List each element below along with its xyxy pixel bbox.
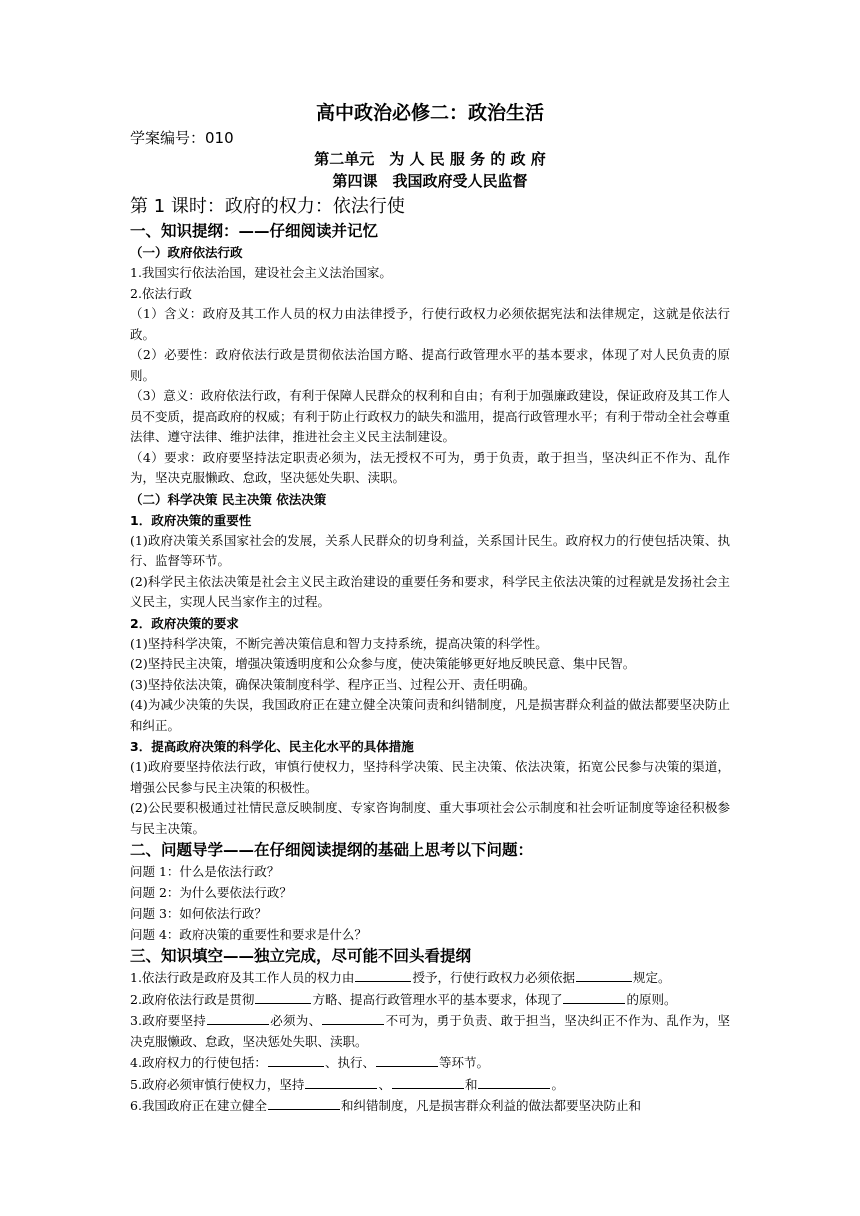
paragraph: (1)坚持科学决策，不断完善决策信息和智力支持系统，提高决策的科学性。 — [130, 635, 548, 651]
fill-item — [130, 1052, 730, 1074]
blank[interactable] — [478, 1074, 550, 1089]
text: 不可为，勇于负责、敢于担当，坚决纠正不作为、乱作为，坚决克服懒政、怠政，坚决惩处失职、渎职。 — [130, 1013, 730, 1049]
paragraph: (2)科学民主依法决策是社会主义民主政治建设的重要任务和要求，科学民主依法决策的过程就是发扬社会主义民主，实现人民当家作主的过程。 — [130, 573, 730, 609]
blank[interactable] — [255, 989, 311, 1004]
blank[interactable] — [322, 1010, 384, 1025]
paragraph: 1.我国实行依法治国，建设社会主义法治国家。 — [130, 265, 392, 280]
fill-item — [130, 1074, 730, 1096]
doc-title: 高中政治必修二：政治生活 — [315, 102, 544, 124]
fill-item — [130, 1095, 730, 1117]
paragraph: (1)政府要坚持依法行政，审慎行使权力，坚持科学决策、民主决策、依法决策，拓宽公民参与决策的渠道，增强公民参与民主决策的积极性。 — [130, 759, 730, 795]
period-title: 第 1 课时：政府的权力：依法行使 — [130, 196, 405, 217]
lesson-title: 第四课 我国政府受人民监督 — [332, 172, 528, 190]
blank[interactable] — [563, 989, 625, 1004]
paragraph: （3）意义：政府依法行政，有利于保障人民群众的权利和自由；有利于加强廉政建设，保证政府及其工作人员不变质，提高政府的权威；有利于防止行政权力的缺失和滥用，提高行政管理水平；有利于带动全社会尊重法律、遵守法律、维护法律，推进社会主义民主法制建设。 — [130, 388, 731, 444]
paragraph: (3)坚持依法决策，确保决策制度科学、程序正当、过程公开、责任明确。 — [130, 676, 536, 692]
blank[interactable] — [207, 1010, 269, 1025]
question: 问题 4：政府决策的重要性和要求是什么？ — [130, 927, 367, 942]
question: 问题 2：为什么要依法行政？ — [130, 885, 292, 900]
paragraph: (1)政府决策关系国家社会的发展，关系人民群众的切身利益，关系国计民生。政府权力的行使包括决策、执行、监督等环节。 — [130, 532, 730, 568]
section3-heading: 三、知识填空——独立完成，尽可能不回头看提纲 — [130, 947, 472, 965]
text: 2.政府依法行政是贯彻 — [130, 991, 255, 1007]
section1-sub2-3: 3．提高政府决策的科学化、民主化水平的具体措施 — [130, 739, 414, 754]
text: 等环节。 — [438, 1055, 489, 1070]
text: 、 — [378, 1076, 391, 1092]
paragraph: （1）含义：政府及其工作人员的权力由法律授予，行使行政权力必须依据宪法和法律规定，这就是依法行政。 — [130, 306, 730, 342]
blank[interactable] — [355, 967, 411, 982]
blank[interactable] — [268, 1052, 324, 1067]
unit-title: 第二单元 为 人 民 服 务 的 政 府 — [314, 150, 546, 168]
question: 问题 1：什么是依法行政？ — [130, 864, 280, 879]
text: 1.依法行政是政府及其工作人员的权力由 — [130, 970, 355, 985]
text: 和 — [464, 1076, 478, 1092]
blank[interactable] — [392, 1074, 464, 1089]
text: 方略、提高行政管理水平的基本要求，体现了 — [312, 991, 563, 1007]
blank[interactable] — [305, 1074, 377, 1089]
fill-item — [130, 967, 730, 989]
fill-item — [130, 989, 730, 1011]
section1-sub2: （二）科学决策 民主决策 依法决策 — [130, 491, 327, 507]
text: 3.政府要坚持 — [130, 1013, 207, 1028]
question: 问题 3：如何依法行政？ — [130, 906, 267, 921]
text: 规定。 — [632, 970, 671, 985]
text: 6.我国政府正在建立健全 — [130, 1098, 267, 1113]
case-number: 学案编号：010 — [130, 129, 234, 147]
blank[interactable] — [268, 1095, 340, 1110]
paragraph: （2）必要性：政府依法行政是贯彻依法治国方略、提高行政管理水平的基本要求，体现了对人民负责的原则。 — [130, 347, 730, 383]
paragraph: (4)为减少决策的失误，我国政府正在建立健全决策问责和纠错制度，凡是损害群众利益的做法都要坚决防止和纠正。 — [130, 697, 730, 733]
paragraph: (2)坚持民主决策，增强决策透明度和公众参与度，使决策能够更好地反映民意、集中民智。 — [130, 656, 636, 671]
blank[interactable] — [576, 967, 632, 982]
paragraph: 2.依法行政 — [130, 285, 192, 301]
text: 4.政府权力的行使包括： — [130, 1055, 267, 1070]
fill-item — [130, 1010, 730, 1052]
section2-heading: 二、问题导学——在仔细阅读提纲的基础上思考以下问题： — [130, 841, 534, 859]
text: 必须为、 — [270, 1013, 322, 1028]
paragraph: （4）要求：政府要坚持法定职责必须为，法无授权不可为，勇于负责，敢于担当，坚决纠正不作为、乱作为，坚决克服懒政、怠政，坚决惩处失职、渎职。 — [130, 449, 730, 485]
text: 的原则。 — [626, 991, 677, 1007]
blank[interactable] — [376, 1052, 438, 1067]
text: 5.政府必须审慎行使权力，坚持 — [130, 1076, 305, 1092]
text: 。 — [551, 1076, 564, 1092]
text: 、执行、 — [324, 1055, 375, 1070]
section1-sub1: （一）政府依法行政 — [130, 245, 243, 260]
text: 授予，行使行政权力必须依据 — [412, 970, 575, 985]
section1-sub2-2: 2．政府决策的要求 — [130, 615, 239, 631]
document-page — [130, 100, 730, 1117]
section1-sub2-1: 1．政府决策的重要性 — [130, 512, 252, 528]
section1-heading: 一、知识提纲：——仔细阅读并记忆 — [130, 222, 379, 240]
text: 和纠错制度，凡是损害群众利益的做法都要坚决防止和 — [340, 1098, 641, 1113]
paragraph: (2)公民要积极通过社情民意反映制度、专家咨询制度、重大事项社会公示制度和社会听证制度等途径积极参与民主决策。 — [130, 800, 730, 836]
